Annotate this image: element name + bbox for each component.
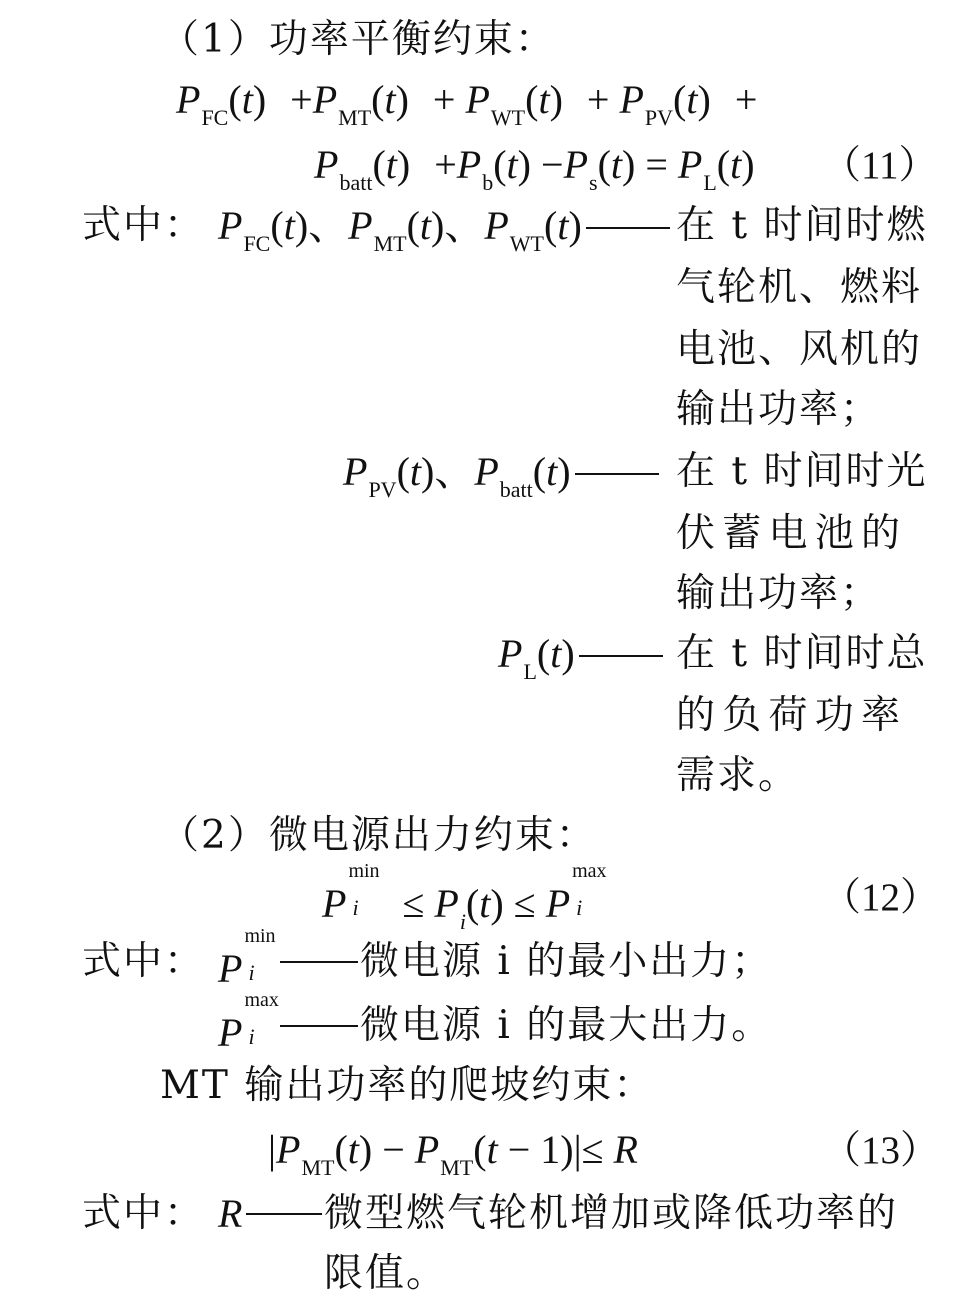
def-13-desc-line-2: 限值。 bbox=[324, 1251, 448, 1296]
where-label-2: 式中： bbox=[82, 939, 206, 984]
mt-ramp-heading: MT 输出功率的爬坡约束： bbox=[160, 1063, 655, 1108]
equation-13: $|P_{MT}(t) - P_{MT}(t - 1)|\le R$ bbox=[268, 1127, 638, 1180]
def-13-desc-line-1: 微型燃气轮机增加或降低功率的 bbox=[324, 1191, 899, 1236]
equation-11-line-2: $P_{batt}(t) +P_b(t) -P_s(t) = P_L(t)$ bbox=[314, 142, 755, 195]
def-12-symbol-min: P min i bbox=[218, 925, 276, 991]
equation-12-number: （12） bbox=[822, 876, 940, 919]
equation-12: P min i ≤ $P_i(t) \le P$ max i bbox=[322, 860, 607, 934]
def-11-symbols-1: $P_{FC}(t)$、$P_{MT}(t)$、$P_{WT}(t)$ bbox=[218, 206, 672, 255]
section-2-heading: （2）微电源出力约束： bbox=[160, 813, 597, 858]
equation-11-line-1: $P_{FC}(t) +P_{MT}(t) + P_{WT}(t) + P_{PV}(t)$ + bbox=[176, 77, 758, 130]
def-11-desc-1-line-1: 在 t 时间时燃 bbox=[676, 203, 928, 248]
def-13-dash bbox=[246, 1213, 322, 1215]
def-11-symbols-3: $P_L(t)$ bbox=[498, 634, 665, 683]
def-11-desc-2-line-2: 伏蓄电池的 bbox=[676, 511, 902, 556]
def-12-dash-2 bbox=[280, 1025, 358, 1027]
where-label-3: 式中： bbox=[82, 1191, 206, 1236]
def-12-symbol-max: P max i bbox=[218, 989, 279, 1055]
def-12-dash-1 bbox=[280, 961, 358, 963]
def-11-desc-2-line-1: 在 t 时间时光 bbox=[676, 449, 928, 494]
def-12-desc-max: 微电源 i 的最大出力。 bbox=[360, 1003, 773, 1048]
def-11-desc-1-line-2: 气轮机、燃料 bbox=[676, 265, 923, 310]
equation-13-number: （13） bbox=[822, 1129, 940, 1172]
def-11-desc-2-line-3: 输出功率； bbox=[676, 571, 882, 616]
where-label-1: 式中： bbox=[82, 203, 206, 248]
def-11-desc-3-line-2: 的负荷功率 bbox=[676, 693, 902, 738]
def-11-desc-3-line-3: 需求。 bbox=[676, 753, 800, 798]
def-11-symbols-2: $P_{PV}(t)$、$P_{batt}(t)$ bbox=[343, 452, 661, 501]
def-11-desc-1-line-4: 输出功率； bbox=[676, 387, 882, 432]
def-12-desc-min: 微电源 i 的最小出力； bbox=[360, 939, 773, 984]
def-11-desc-1-line-3: 电池、风机的 bbox=[676, 327, 923, 372]
equation-11-number: （11） bbox=[822, 144, 938, 187]
def-11-desc-3-line-1: 在 t 时间时总 bbox=[676, 631, 928, 676]
def-13-symbol: R bbox=[218, 1191, 243, 1236]
section-1-heading: （1）功率平衡约束： bbox=[160, 17, 556, 62]
